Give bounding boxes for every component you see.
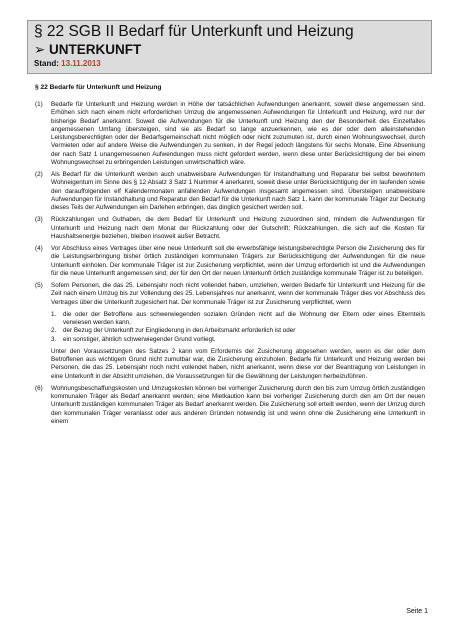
section-heading: § 22 Bedarfe für Unterkunft und Heizung	[35, 84, 162, 91]
stand-date: 13.11.2013	[61, 59, 101, 68]
paragraph-number: (3)	[35, 216, 43, 224]
paragraph-1	[35, 101, 425, 167]
stand-label: Stand:	[34, 59, 59, 68]
paragraph-text: Sofern Personen, die das 25. Lebensjahr noch nicht vollendet haben, umziehen, werden Bedarfe für Unterkunft und Heizung für die Zeit nach einem Umzug bis zur Vollendung des 25. Lebensjahres nur anerkannt, wenn der kommunale Träger dies vor Abschluss des Vertrages über die Unterkunft zugesichert hat. Der kommunale Träger ist zur Zusicherung verpflichtet, wenn	[51, 282, 425, 306]
list-item-text: der Bezug der Unterkunft zur Eingliederung in den Arbeitsmarkt erforderlich ist oder	[63, 327, 296, 335]
document-subtitle: UNTERKUNFT	[49, 42, 142, 57]
paragraph-text: Als Bedarf für die Unterkunft werden auch unabweisbare Aufwendungen für Instandhaltung und Reparatur bei selbst bewohntem Wohneigentum im Sinne des § 12 Absatz 3 Satz 1 Nummer 4 anerkannt, soweit diese unter Berücksichtigung der im laufenden sowie den darauffolgenden elf Kalendermonaten anfallenden Aufwendungen insgesamt angemessen sind. Übersteigen unabweisbare Aufwendungen für Instandhaltung und Reparatur den Bedarf für die Unterkunft nach Satz 1, kann der kommunale Träger zur Deckung dieses Teils der Aufwendungen ein Darlehen erbringen, das dinglich gesichert werden soll.	[51, 171, 425, 211]
stand-line	[34, 58, 425, 69]
arrow-bullet-icon: ➢	[34, 42, 46, 57]
paragraph-number: (2)	[35, 171, 43, 178]
paragraph-4	[35, 245, 425, 278]
paragraph-number: (5)	[35, 282, 43, 289]
document-title: § 22 SGB II Bedarf für Unterkunft und Heizung	[34, 23, 354, 40]
list-item	[51, 311, 425, 328]
list-item-number: 1.	[51, 310, 57, 318]
page-number: Seite 1	[406, 608, 428, 615]
list-item	[51, 327, 425, 335]
paragraph-text: Bedarfe für Unterkunft und Heizung werden in Höhe der tatsächlichen Aufwendungen anerkannt, soweit diese angemessen sind. Erhöhen sich nach einem nicht erforderlichen Umzug die angemessenen Aufwendungen für Unterkunft und Heizung, wird nur der bisherige Bedarf anerkannt. Soweit die Aufwendungen für die Unterkunft und Heizung den der Besonderheit des Einzelfalles angemessenen Umfang übersteigen, sind sie als Bedarf so lange anzuerkennen, wie es der oder dem alleinstehenden Leistungsberechtigten oder der Bedarfsgemeinschaft nicht möglich oder nicht zuzumuten ist, durch einen Wohnungswechsel, durch Vermieten oder auf andere Weise die Aufwendungen zu senken, in der Regel jedoch längstens für sechs Monate. Eine Absenkung der nach Satz 1 unangemessenen Aufwendungen muss nicht gefordert werden, wenn diese unter Berücksichtigung der bei einem Wohnungswechsel zu erbringenden Leistungen unwirtschaftlich wäre.	[51, 101, 425, 166]
list-item	[51, 336, 425, 344]
paragraph-continuation: Unter den Voraussetzungen des Satzes 2 kann vom Erfordernis der Zusicherung abgesehen werden, wenn es der oder dem Betroffenen aus wichtigem Grund nicht zumutbar war, die Zusicherung einzuholen. Bedarfe für Unterkunft und Heizung werden bei Personen, die das 25. Lebensjahr noch nicht vollendet haben, nicht anerkannt, wenn diese vor der Beantragung von Leistungen in eine Unterkunft in der Absicht umziehen, die Voraussetzungen für die Gewährung der Leistungen herbeizuführen.	[51, 347, 425, 380]
list-item-number: 3.	[51, 335, 57, 343]
paragraph-text: Rückzahlungen und Guthaben, die dem Bedarf für Unterkunft und Heizung zuzuordnen sind, mindern die Aufwendungen für Unterkunft und Heizung nach dem Monat der Rückzahlung oder der Gutschrift; Rückzahlungen, die sich auf die Kosten für Haushaltsenergie beziehen, bleiben insoweit außer Betracht.	[51, 216, 425, 240]
paragraph-6	[35, 385, 425, 426]
list-item-text: die oder der Betroffene aus schwerwiegenden sozialen Gründen nicht auf die Wohnung der Eltern oder eines Elternteils verwiesen werden kann,	[63, 310, 425, 326]
paragraph-body	[51, 282, 425, 381]
paragraph-5	[35, 282, 425, 381]
paragraph-number: (1)	[35, 101, 43, 108]
document-body	[35, 101, 425, 430]
paragraph-2	[35, 171, 425, 212]
subtitle-line	[34, 41, 425, 58]
paragraph-number: (4)	[35, 245, 43, 252]
paragraph-number: (6)	[35, 384, 43, 392]
title-box	[27, 20, 432, 74]
list-item-text: ein sonstiger, ähnlich schwerwiegender Grund vorliegt.	[63, 335, 216, 343]
numbered-list	[51, 311, 425, 344]
list-item-number: 2.	[51, 327, 57, 335]
paragraph-text: Vor Abschluss eines Vertrages über eine neue Unterkunft soll die erwerbsfähige leistungsberechtigte Person die Zusicherung des für die Leistungserbringung bisher örtlich zuständigen kommunalen Trägers zur Berücksichtigung der Aufwendungen für die neue Unterkunft einholen. Der kommunale Träger ist zur Zusicherung verpflichtet, wenn der Umzug erforderlich ist und die Aufwendungen für die neue Unterkunft angemessen sind; der für den Ort der neuen Unterkunft örtlich zuständige kommunale Träger ist zu beteiligen.	[51, 245, 425, 277]
paragraph-3	[35, 216, 425, 241]
paragraph-text: Wohnungsbeschaffungskosten und Umzugskosten können bei vorheriger Zusicherung durch den bis zum Umzug örtlich zuständigen kommunalen Träger als Bedarf anerkannt werden; eine Mietkaution kann bei vorheriger Zusicherung durch den am Ort der neuen Unterkunft zuständigen kommunalen Träger als Bedarf anerkannt werden. Die Zusicherung soll erteilt werden, wenn der Umzug durch den kommunalen Träger veranlasst oder aus anderen Gründen notwendig ist und wenn ohne die Zusicherung eine Unterkunft in einem	[51, 384, 425, 425]
